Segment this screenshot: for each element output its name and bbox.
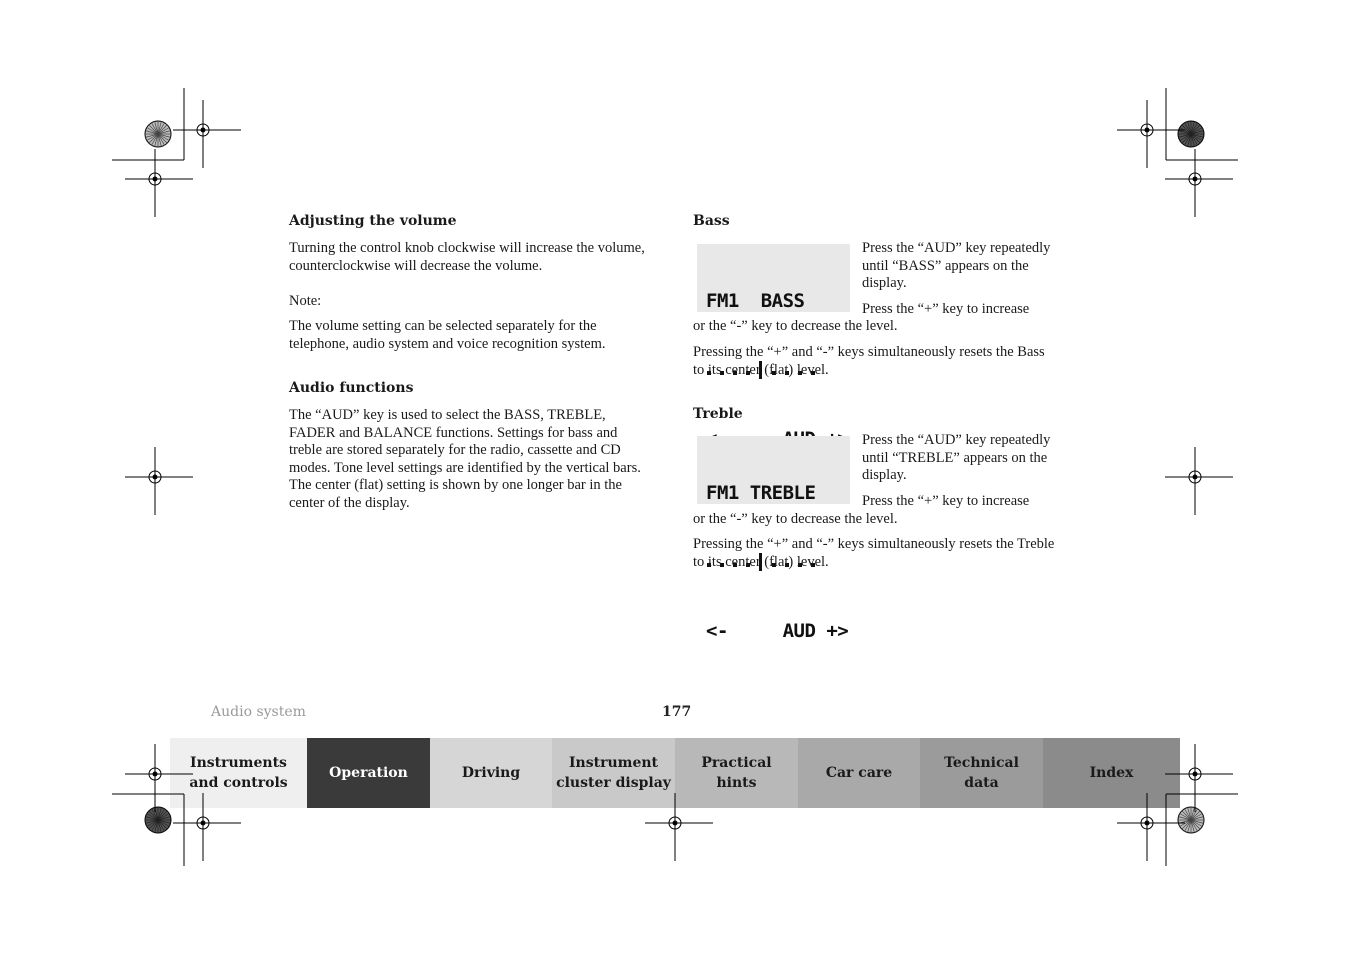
- bass-step1: Press the “AUD” key repeatedly until “BASS” appears on the display.: [862, 240, 1051, 292]
- nav-tab-label-line1: Driving: [461, 765, 521, 781]
- heading-treble: Treble: [693, 406, 743, 422]
- nav-tab-label-line1: Technical: [944, 755, 1019, 771]
- bass-lcd-line1: FM1 BASS: [706, 290, 805, 312]
- nav-tab-label-line1: Instruments: [190, 755, 287, 771]
- volume-paragraph: Turning the control knob clockwise will increase the volume, counterclockwise will decrease the volume.: [289, 240, 645, 274]
- bass-step2b: or the “-” key to decrease the level.: [693, 318, 898, 334]
- nav-tab-label-line1: Operation: [329, 765, 408, 781]
- treble-lcd-line1: FM1 TREBLE: [706, 482, 816, 504]
- note-text: The volume setting can be selected separately for the telephone, audio system and voice recognition system.: [289, 318, 606, 352]
- treble-reset: Pressing the “+” and “-” keys simultaneously resets the Treble to its center (flat) level.: [693, 536, 1055, 570]
- treble-step2b: or the “-” key to decrease the level.: [693, 511, 898, 527]
- section-label: Audio system: [211, 704, 306, 720]
- page-number: 177: [662, 704, 692, 720]
- treble-step2a: Press the “+” key to increase: [862, 493, 1030, 509]
- treble-step1: Press the “AUD” key repeatedly until “TREBLE” appears on the display.: [862, 432, 1051, 484]
- nav-tab-label-line1: Car care: [825, 765, 893, 781]
- bass-step2a: Press the “+” key to increase: [862, 301, 1030, 317]
- audio-functions-paragraph: The “AUD” key is used to select the BASS, TREBLE, FADER and BALANCE functions. Settings for bass and treble are stored separately for the radio, cassette and CD modes. Tone level settings are identified by the vertical bars. The center (flat) setting is shown by one longer bar in the center of the display.: [289, 407, 641, 511]
- heading-adjusting-volume: Adjusting the volume: [289, 213, 457, 229]
- bass-reset: Pressing the “+” and “-” keys simultaneously resets the Bass to its center (flat) level.: [693, 344, 1045, 378]
- nav-tab-label-line1: Index: [1089, 765, 1134, 781]
- nav-tab-label-line2: and controls: [189, 775, 288, 791]
- nav-tab-label-line1: Practical hints: [701, 755, 772, 791]
- heading-bass: Bass: [693, 213, 730, 229]
- heading-audio-functions: Audio functions: [289, 380, 414, 396]
- nav-tab-label-line2: data: [964, 775, 999, 791]
- note-label: Note:: [289, 293, 322, 309]
- treble-lcd-line3: <- AUD +>: [706, 620, 849, 642]
- nav-tab-label-line2: cluster display: [556, 775, 671, 791]
- nav-tab-label-line1: Instrument: [569, 755, 658, 771]
